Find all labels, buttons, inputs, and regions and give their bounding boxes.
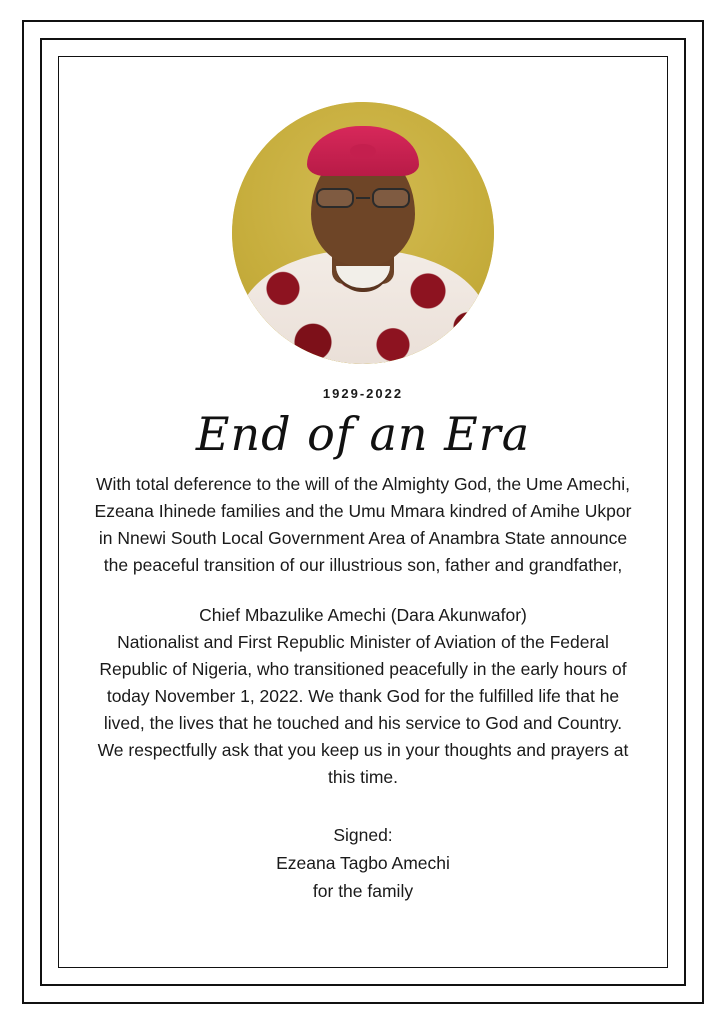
announcement-paragraph-2: Nationalist and First Republic Minister of Aviation of the Federal Republic of Nigeria, who transitioned peacefully in the early hours of today November 1, 2022. We thank God for the fulfilled life that he lived, the lives that he touched and his service to God and Country. We respectfully ask that you keep us in your thoughts and prayers at this time.	[97, 631, 629, 788]
announcement-paragraph-1: With total deference to the will of the Almighty God, the Ume Amechi, Ezeana Ihinede families and the Umu Mmara kindred of Amihe Ukpor in Nnewi South Local Government Area of Anambra State announce the peaceful transition of our illustrious son, father and grandfather,	[94, 474, 632, 576]
card-content	[58, 56, 668, 968]
glasses-left-lens	[316, 188, 354, 208]
portrait-image	[232, 102, 494, 364]
portrait-photo	[232, 102, 494, 364]
portrait-cap-knob	[350, 144, 376, 158]
signatory-name: Ezeana Tagbo Amechi	[276, 853, 450, 874]
signatory-role: for the family	[312, 881, 414, 902]
glasses-right-lens	[372, 188, 410, 208]
frame-notch-top-left-horizontal	[24, 22, 86, 40]
frame-notch-top-left-vertical	[24, 22, 42, 84]
deceased-name: Chief Mbazulike Amechi (Dara Akunwafor)	[199, 604, 527, 625]
signed-label: Signed:	[333, 825, 393, 846]
frame-notch-bottom-right-horizontal	[640, 984, 702, 1002]
signature-block	[94, 821, 632, 905]
page-title: End of an Era	[195, 407, 531, 461]
portrait-glasses-icon	[314, 188, 412, 208]
frame-notch-bottom-right-vertical	[684, 940, 702, 1002]
glasses-bridge	[356, 197, 370, 199]
life-years: 1929-2022	[322, 386, 404, 401]
